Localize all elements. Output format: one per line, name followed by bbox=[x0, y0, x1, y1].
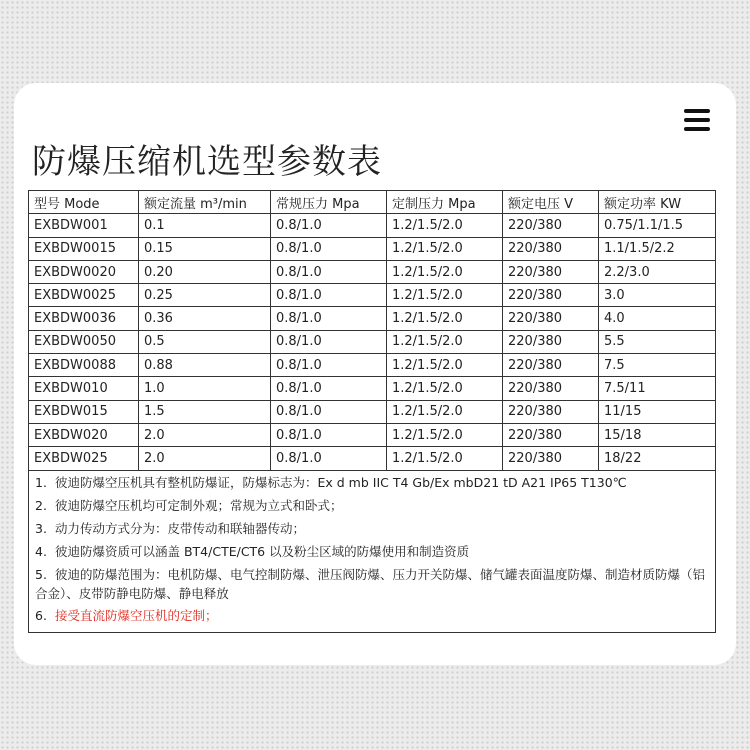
table-cell: 220/380 bbox=[503, 330, 599, 353]
table-row bbox=[29, 307, 716, 330]
note-text: 彼迪防爆资质可以涵盖 BT4/CTE/CT6 以及粉尘区域的防爆使用和制造资质 bbox=[55, 544, 470, 559]
table-cell: 0.8/1.0 bbox=[271, 354, 387, 377]
note-text: 接受直流防爆空压机的定制； bbox=[55, 608, 218, 623]
table-cell: 0.8/1.0 bbox=[271, 237, 387, 260]
table-cell: 220/380 bbox=[503, 237, 599, 260]
table-row bbox=[29, 284, 716, 307]
table-cell: 1.0 bbox=[139, 377, 271, 400]
table-row bbox=[29, 330, 716, 353]
table-cell: 0.8/1.0 bbox=[271, 377, 387, 400]
note-4 bbox=[29, 539, 715, 562]
table-cell: 220/380 bbox=[503, 400, 599, 423]
note-1 bbox=[29, 470, 715, 493]
table-cell: 2.2/3.0 bbox=[599, 260, 716, 283]
table-cell: 0.8/1.0 bbox=[271, 400, 387, 423]
table-cell: 1.2/1.5/2.0 bbox=[387, 330, 503, 353]
table-cell: 1.5 bbox=[139, 400, 271, 423]
table-cell: EXBDW020 bbox=[29, 423, 139, 446]
table-cell: 0.5 bbox=[139, 330, 271, 353]
note-number: 2. bbox=[35, 498, 47, 513]
table-cell: 1.2/1.5/2.0 bbox=[387, 447, 503, 470]
table-cell: EXBDW0020 bbox=[29, 260, 139, 283]
table-row bbox=[29, 237, 716, 260]
table-row bbox=[29, 400, 716, 423]
table-cell: 0.8/1.0 bbox=[271, 330, 387, 353]
table-cell: 220/380 bbox=[503, 284, 599, 307]
table-cell: 0.8/1.0 bbox=[271, 307, 387, 330]
table-cell: 7.5/11 bbox=[599, 377, 716, 400]
table-cell: 0.8/1.0 bbox=[271, 447, 387, 470]
table-cell: 2.0 bbox=[139, 447, 271, 470]
table-row bbox=[29, 377, 716, 400]
table-cell: EXBDW0088 bbox=[29, 354, 139, 377]
table-cell: 220/380 bbox=[503, 307, 599, 330]
table-row bbox=[29, 447, 716, 470]
table-cell: 15/18 bbox=[599, 423, 716, 446]
table-cell: EXBDW001 bbox=[29, 214, 139, 237]
table-cell: 5.5 bbox=[599, 330, 716, 353]
note-text: 彼迪防爆空压机具有整机防爆证，防爆标志为：Ex d mb IIC T4 Gb/Ex mbD21 tD A21 IP65 T130℃ bbox=[55, 475, 627, 490]
table-cell: 0.75/1.1/1.5 bbox=[599, 214, 716, 237]
note-number: 6. bbox=[35, 608, 47, 623]
table-cell: 220/380 bbox=[503, 354, 599, 377]
header-pressure: 常规压力 Mpa bbox=[271, 191, 387, 214]
note-text: 动力传动方式分为：皮带传动和联轴器传动； bbox=[55, 521, 306, 536]
table-row bbox=[29, 214, 716, 237]
table-cell: 1.1/1.5/2.2 bbox=[599, 237, 716, 260]
table-cell: 220/380 bbox=[503, 447, 599, 470]
table-cell: 4.0 bbox=[599, 307, 716, 330]
table-cell: 220/380 bbox=[503, 260, 599, 283]
table-cell: 2.0 bbox=[139, 423, 271, 446]
note-number: 5. bbox=[35, 567, 47, 582]
table-cell: EXBDW015 bbox=[29, 400, 139, 423]
table-cell: 1.2/1.5/2.0 bbox=[387, 400, 503, 423]
table-cell: 1.2/1.5/2.0 bbox=[387, 423, 503, 446]
header-model: 型号 Mode bbox=[29, 191, 139, 214]
table-row bbox=[29, 423, 716, 446]
table-cell: EXBDW0050 bbox=[29, 330, 139, 353]
table-cell: EXBDW0025 bbox=[29, 284, 139, 307]
page-title: 防爆压缩机选型参数表 bbox=[32, 142, 382, 182]
table-cell: 18/22 bbox=[599, 447, 716, 470]
header-flow: 额定流量 m³/min bbox=[139, 191, 271, 214]
note-5 bbox=[29, 562, 715, 603]
table-cell: 0.15 bbox=[139, 237, 271, 260]
table-cell: EXBDW025 bbox=[29, 447, 139, 470]
table-cell: EXBDW0015 bbox=[29, 237, 139, 260]
table-cell: 1.2/1.5/2.0 bbox=[387, 284, 503, 307]
table-cell: 1.2/1.5/2.0 bbox=[387, 354, 503, 377]
menu-icon[interactable] bbox=[684, 109, 710, 131]
note-number: 4. bbox=[35, 544, 47, 559]
header-voltage: 额定电压 V bbox=[503, 191, 599, 214]
note-text: 彼迪的防爆范围为：电机防爆、电气控制防爆、泄压阀防爆、压力开关防爆、储气罐表面温度防爆、制造材质防爆（铝合金）、皮带防静电防爆、静电释放 bbox=[35, 567, 706, 601]
table-cell: 0.8/1.0 bbox=[271, 214, 387, 237]
note-2 bbox=[29, 493, 715, 516]
table-cell: 1.2/1.5/2.0 bbox=[387, 237, 503, 260]
table-cell: 0.36 bbox=[139, 307, 271, 330]
note-number: 1. bbox=[35, 475, 47, 490]
note-3 bbox=[29, 516, 715, 539]
table-cell: 0.1 bbox=[139, 214, 271, 237]
notes-box bbox=[28, 470, 716, 633]
table-cell: 1.2/1.5/2.0 bbox=[387, 377, 503, 400]
table-cell: 0.8/1.0 bbox=[271, 423, 387, 446]
table-cell: 0.25 bbox=[139, 284, 271, 307]
table-cell: 220/380 bbox=[503, 377, 599, 400]
table-cell: 3.0 bbox=[599, 284, 716, 307]
header-power: 额定功率 KW bbox=[599, 191, 716, 214]
table-cell: 0.88 bbox=[139, 354, 271, 377]
table-cell: 1.2/1.5/2.0 bbox=[387, 214, 503, 237]
note-6 bbox=[29, 603, 715, 626]
note-number: 3. bbox=[35, 521, 47, 536]
note-text: 彼迪防爆空压机均可定制外观；常规为立式和卧式； bbox=[55, 498, 343, 513]
table-cell: 0.20 bbox=[139, 260, 271, 283]
table-cell: 1.2/1.5/2.0 bbox=[387, 260, 503, 283]
header-custom-pressure: 定制压力 Mpa bbox=[387, 191, 503, 214]
spec-table bbox=[28, 190, 716, 471]
table-row bbox=[29, 260, 716, 283]
table-header bbox=[29, 191, 716, 214]
table-cell: 0.8/1.0 bbox=[271, 260, 387, 283]
table-cell: 0.8/1.0 bbox=[271, 284, 387, 307]
table-cell: EXBDW0036 bbox=[29, 307, 139, 330]
table-cell: 11/15 bbox=[599, 400, 716, 423]
table-cell: 220/380 bbox=[503, 214, 599, 237]
table-cell: 1.2/1.5/2.0 bbox=[387, 307, 503, 330]
table-cell: EXBDW010 bbox=[29, 377, 139, 400]
table-cell: 220/380 bbox=[503, 423, 599, 446]
table-row bbox=[29, 354, 716, 377]
table-cell: 7.5 bbox=[599, 354, 716, 377]
